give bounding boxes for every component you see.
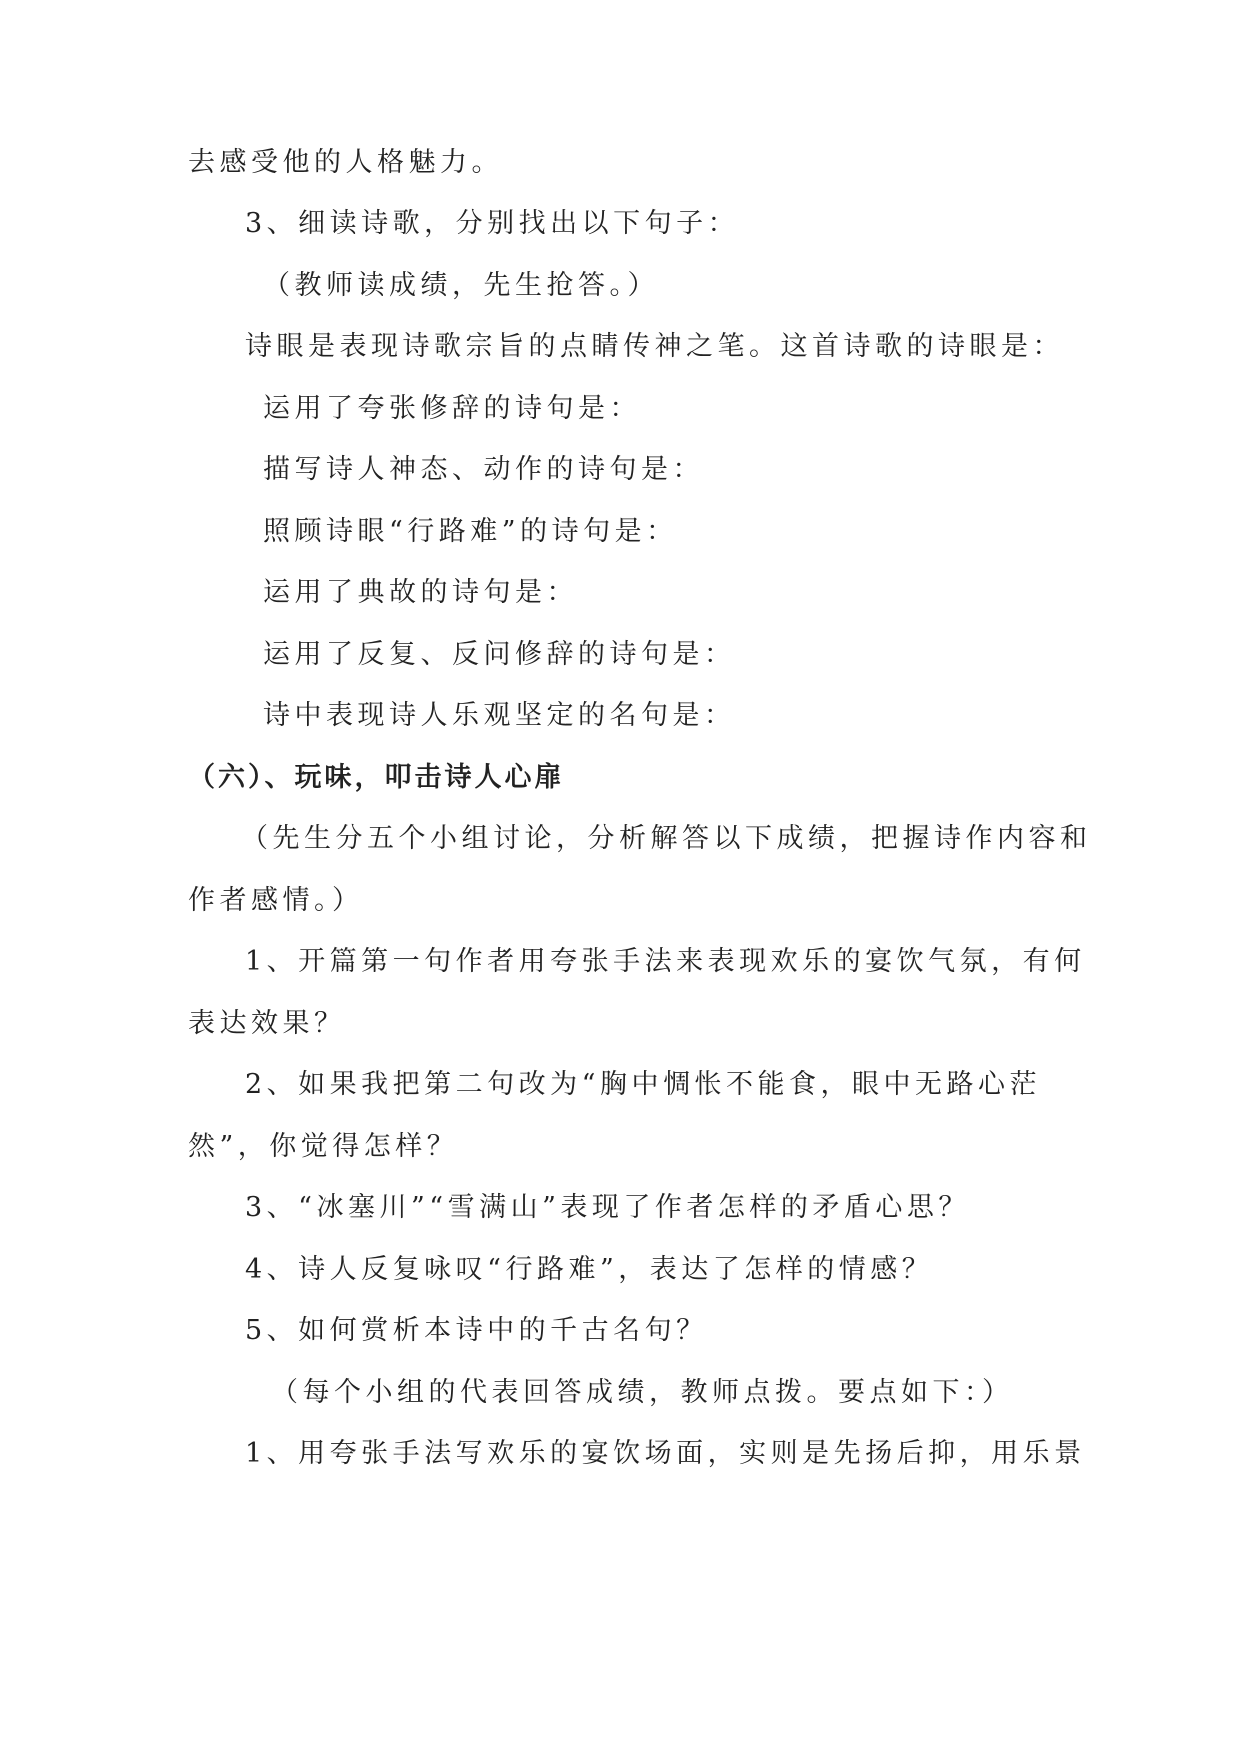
text-line-1: 去感受他的人格魅力。 — [188, 147, 503, 178]
text-line-20: 5、如何赏析本诗中的千古名句？ — [245, 1315, 708, 1346]
text-line-15: 表达效果？ — [188, 1008, 346, 1039]
text-line-18: 3、“冰塞川”“雪满山”表现了作者怎样的矛盾心思？ — [245, 1192, 970, 1223]
section-heading: （六）、玩味，叩击诗人心扉 — [188, 762, 565, 793]
text-line-14: 1、开篇第一句作者用夸张手法来表现欢乐的宴饮气氛，有何 — [245, 946, 1086, 977]
text-line-19: 4、诗人反复咏叹“行路难”，表达了怎样的情感？ — [245, 1254, 934, 1285]
text-line-10: 诗中表现诗人乐观坚定的名句是： — [263, 700, 736, 731]
text-line-21: （每个小组的代表回答成绩，教师点拨。要点如下：） — [271, 1377, 1014, 1408]
text-line-12: （先生分五个小组讨论，分析解答以下成绩，把握诗作内容和 — [241, 823, 1092, 854]
text-line-8: 运用了典故的诗句是： — [263, 577, 578, 608]
text-line-3: （教师读成绩，先生抢答。） — [263, 270, 659, 301]
text-line-2: 3、细读诗歌，分别找出以下句子： — [245, 208, 740, 239]
text-line-7: 照顾诗眼“行路难”的诗句是： — [263, 516, 678, 547]
text-line-22: 1、用夸张手法写欢乐的宴饮场面，实则是先扬后抑，用乐景 — [245, 1438, 1086, 1469]
text-line-5: 运用了夸张修辞的诗句是： — [263, 393, 641, 424]
text-line-13: 作者感情。） — [188, 885, 364, 916]
text-line-16: 2、如果我把第二句改为“胸中惆怅不能食，眼中无路心茫 — [245, 1069, 1041, 1100]
text-line-4: 诗眼是表现诗歌宗旨的点睛传神之笔。这首诗歌的诗眼是： — [245, 331, 1064, 362]
text-line-9: 运用了反复、反问修辞的诗句是： — [263, 639, 736, 670]
text-line-17: 然”，你觉得怎样？ — [188, 1131, 459, 1162]
text-line-6: 描写诗人神态、动作的诗句是： — [263, 454, 704, 485]
